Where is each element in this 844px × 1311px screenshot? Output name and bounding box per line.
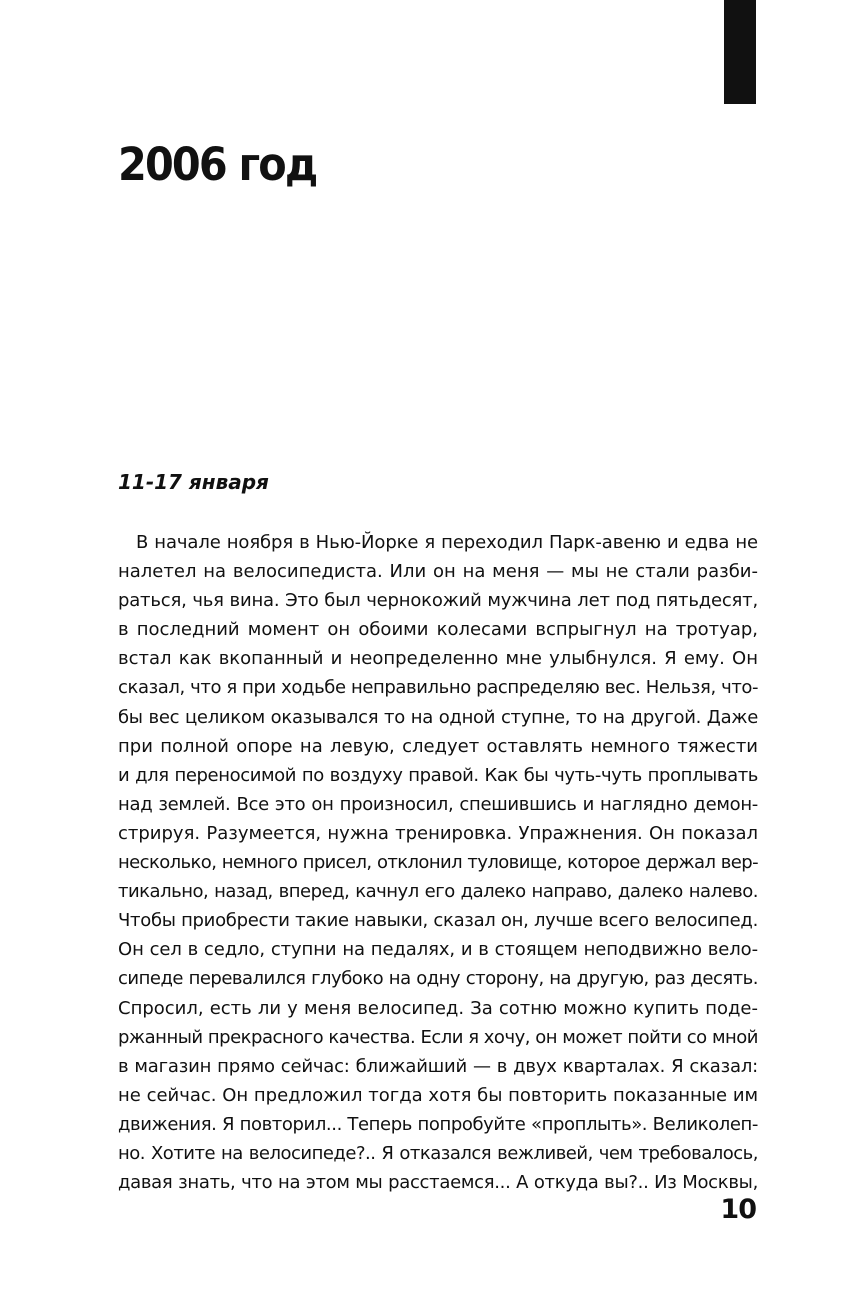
- text-line: Спросил, есть ли у меня велосипед. За сотню можно купить поде-: [118, 997, 758, 1019]
- text-line: над землей. Все это он произносил, спешившись и наглядно демон-: [118, 793, 758, 815]
- text-line: при полной опоре на левую, следует оставлять немного тяжести: [118, 735, 758, 757]
- text-line: Чтобы приобрести такие навыки, сказал он, лучше всего велосипед.: [118, 910, 758, 932]
- text-line: В начале ноября в Нью-Йорке я переходил Парк-авеню и едва не: [136, 532, 758, 553]
- text-line: в последний момент он обоими колесами вспрыгнул на тротуар,: [118, 619, 758, 641]
- text-line: раться, чья вина. Это был чернокожий мужчина лет под пятьдесят,: [118, 590, 758, 612]
- text-line: движения. Я повторил... Теперь попробуйте «проплыть». Великолеп-: [118, 1113, 758, 1135]
- chapter-thumb-tab: [724, 0, 756, 104]
- text-line: встал как вкопанный и неопределенно мне улыбнулся. Я ему. Он: [118, 648, 758, 670]
- text-line: давая знать, что на этом мы расстаемся... А откуда вы?.. Из Москвы,: [118, 1172, 758, 1194]
- page-number: 10: [720, 1194, 756, 1225]
- text-line: в магазин прямо сейчас: ближайший — в двух кварталах. Я сказал:: [118, 1055, 758, 1077]
- text-line: ржанный прекрасного качества. Если я хочу, он может пойти со мной: [118, 1026, 758, 1048]
- text-line: бы вес целиком оказывался то на одной ступне, то на другой. Даже: [118, 706, 758, 728]
- chapter-title: 2006 год: [118, 138, 317, 191]
- text-line: несколько, немного присел, отклонил туловище, которое держал вер-: [118, 852, 758, 874]
- text-line: Он сел в седло, ступни на педалях, и в стоящем неподвижно вело-: [118, 939, 758, 961]
- entry-body-text: [118, 528, 758, 1197]
- text-line: налетел на велосипедиста. Или он на меня — мы не стали разби-: [118, 561, 758, 583]
- text-line: стрируя. Разумеется, нужна тренировка. Упражнения. Он показал: [118, 822, 758, 844]
- text-line: тикально, назад, вперед, качнул его далеко направо, далеко налево.: [118, 881, 758, 903]
- entry-date-heading: 11-17 января: [118, 470, 269, 494]
- text-line: сказал, что я при ходьбе неправильно распределяю вес. Нельзя, что-: [118, 677, 758, 699]
- text-line: сипеде перевалился глубоко на одну сторону, на другую, раз десять.: [118, 968, 758, 990]
- text-line: но. Хотите на велосипеде?.. Я отказался вежливей, чем требовалось,: [118, 1142, 758, 1164]
- text-line: и для переносимой по воздуху правой. Как бы чуть-чуть проплывать: [118, 764, 758, 786]
- text-line: не сейчас. Он предложил тогда хотя бы повторить показанные им: [118, 1084, 758, 1106]
